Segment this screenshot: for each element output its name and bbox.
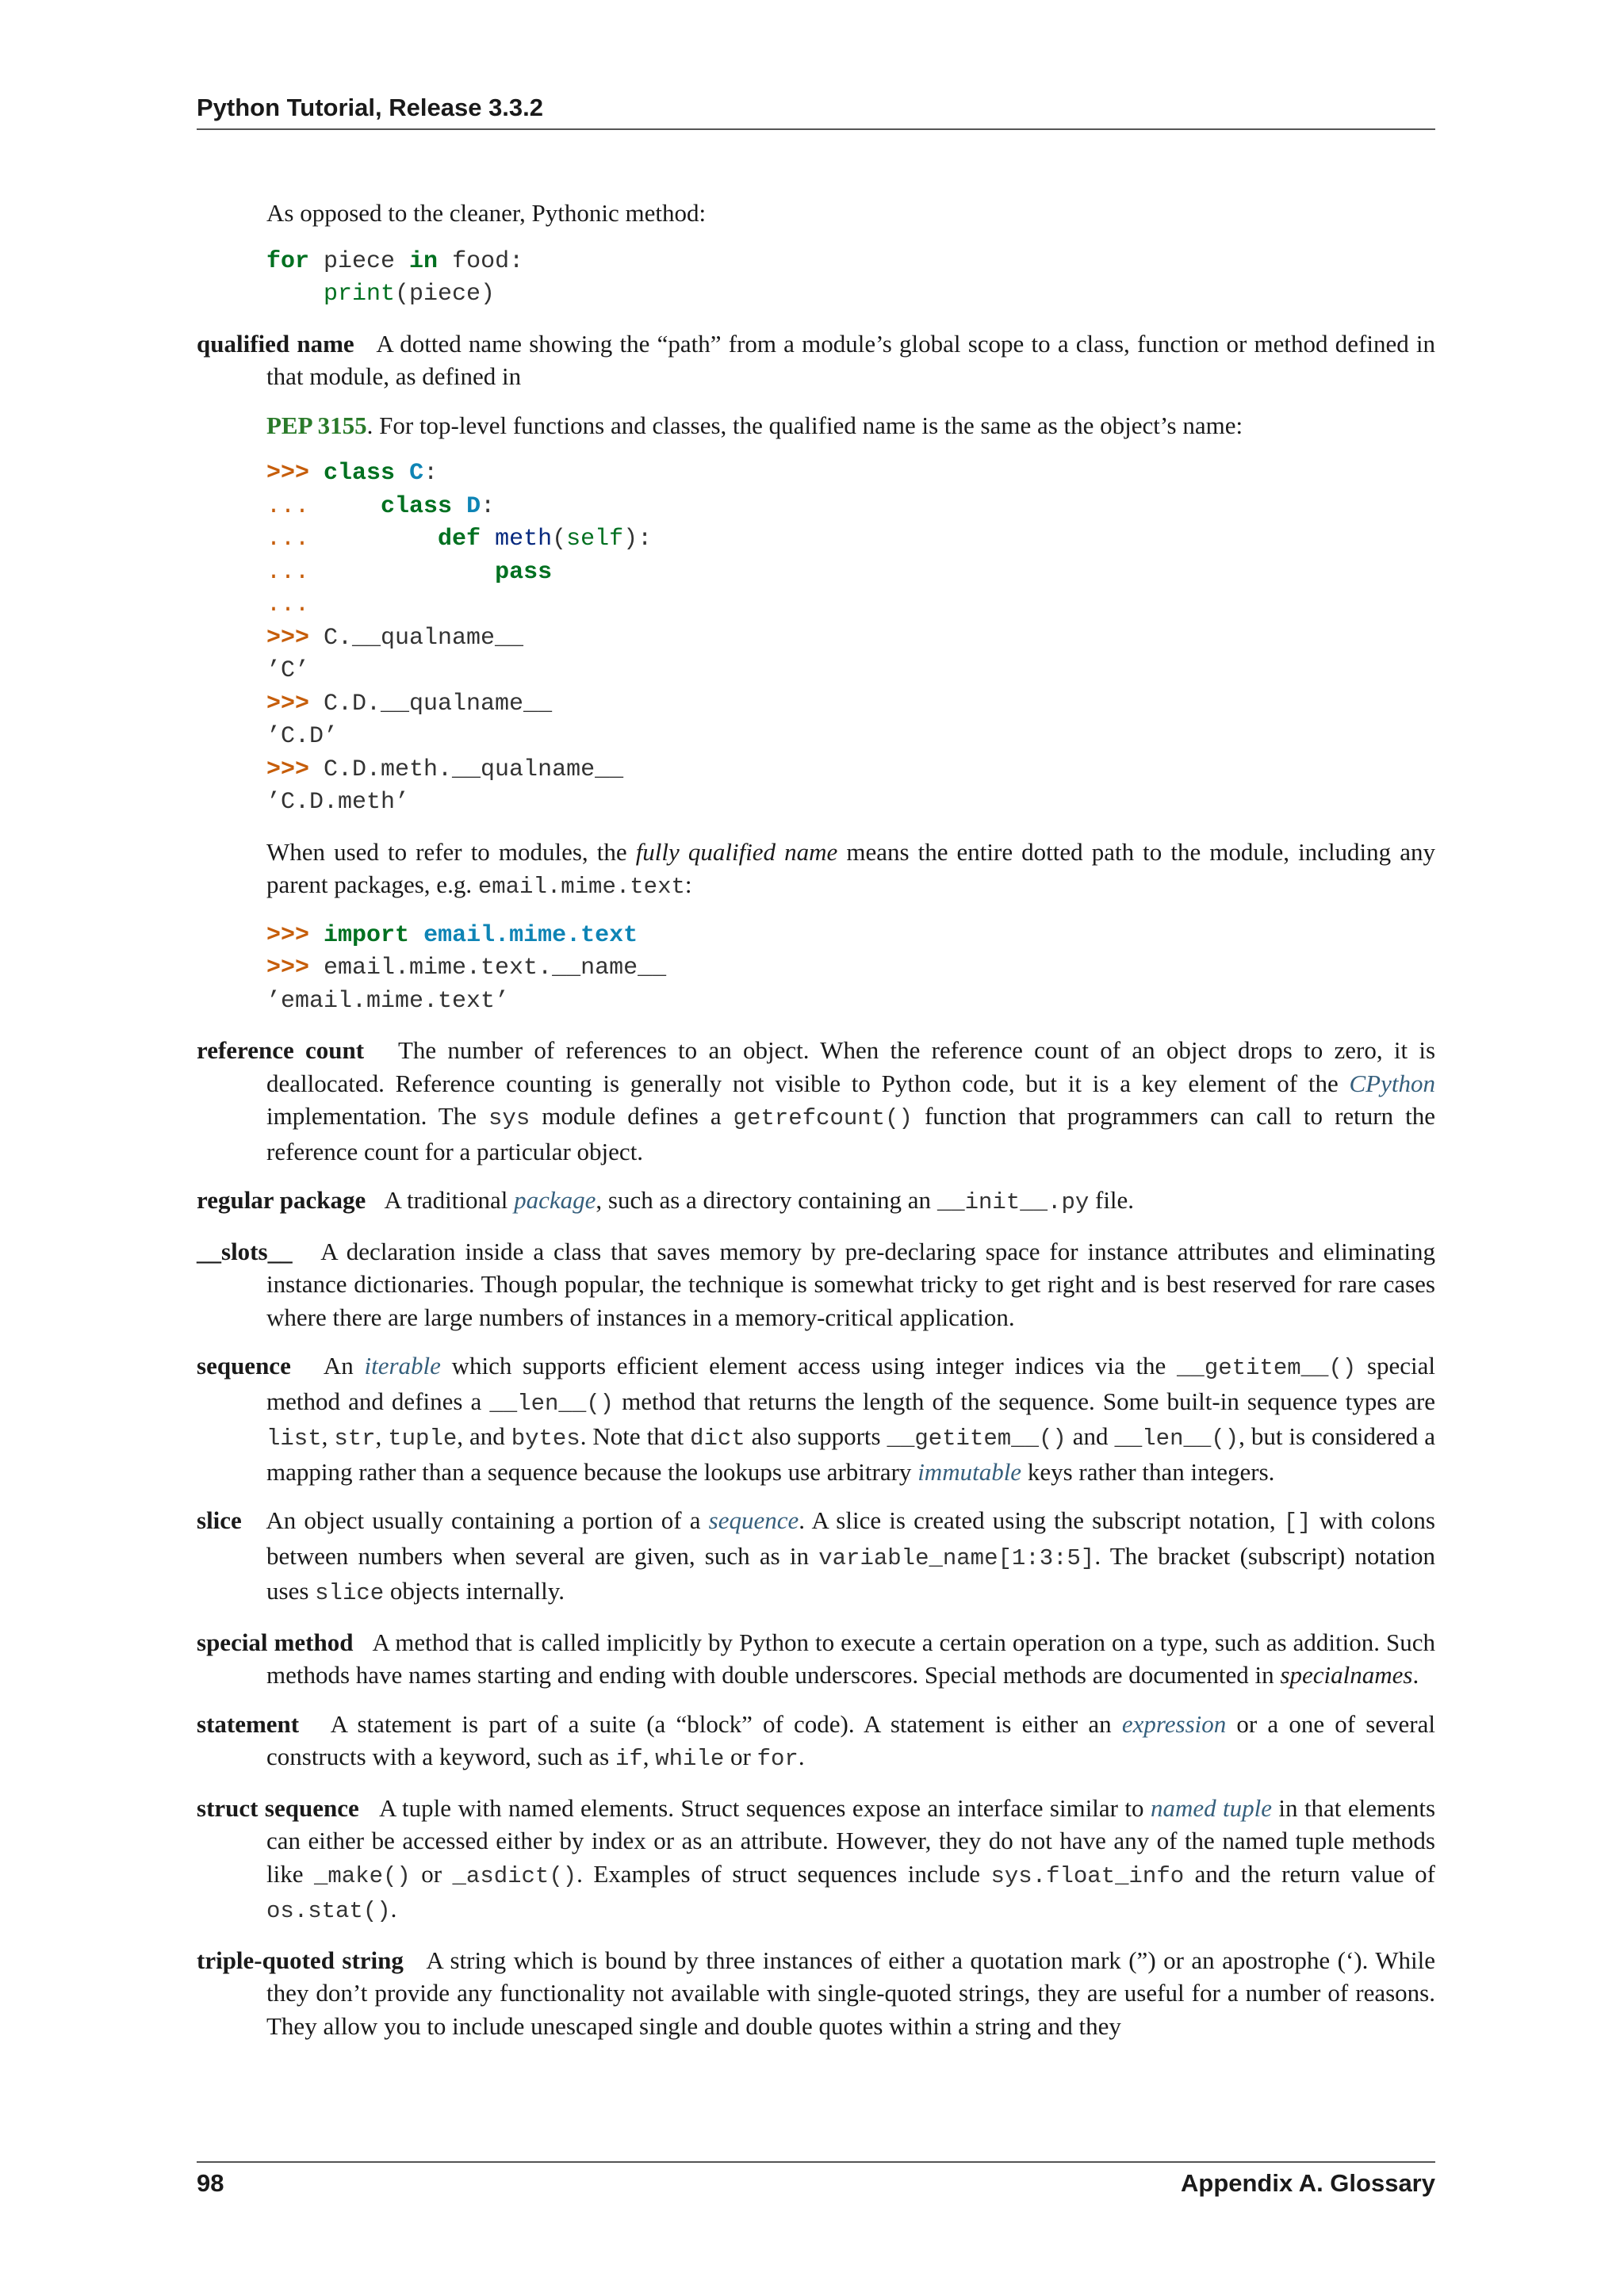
glossary-entry-qualified-name: qualified name A dotted name showing the “path” from a module’s global scope to a class, function or method defined in that module, as defined in — [197, 329, 1436, 390]
qualified-name-pep-paragraph: PEP 3155. For top-level functions and classes, the qualified name is the same as the object’s name: — [266, 411, 1243, 439]
footer-rule — [197, 2161, 1435, 2163]
term-triple-quoted-string: triple-quoted string — [197, 1946, 404, 1974]
link-immutable[interactable]: immutable — [917, 1457, 1022, 1486]
glossary-entry-sequence: sequence An iterable which supports efficient element access using integer indices via the __getitem__() special method and defines a __len__() method that returns the length of the sequence. Some built-in sequence types are list, str, tuple, and bytes. Note that dict also supports __getitem__() and __len__(), but is considered a mapping rather than a sequence because the lookups use arbitrary immutable keys rather than integers. — [197, 1352, 1436, 1486]
glossary-entry-special-method: special method A method that is called implicitly by Python to execute a certain operation on a type, such as addition. Such methods have names starting and ending with double underscores. Special methods are documented in specialnames. — [197, 1628, 1436, 1689]
term-sequence: sequence — [197, 1352, 291, 1380]
link-iterable[interactable]: iterable — [364, 1352, 441, 1380]
qualified-name-modules-paragraph: When used to refer to modules, the fully qualified name means the entire dotted path to the module, including any parent packages, e.g. email.mime.text: — [266, 837, 1435, 900]
code-block-qualname: >>> class C: ... class D: ... def meth(self): ... pass ... >>> C.__qualname__ ’C’ >>> C.D.__qualname__ ’C.D’ >>> C.D.meth.__qualname__ ’C.D.meth’ — [266, 460, 653, 816]
link-cpython[interactable]: CPython — [1349, 1069, 1435, 1097]
link-sequence[interactable]: sequence — [708, 1506, 799, 1534]
glossary-entry-regular-package: regular package A traditional package, such as a directory containing an __init__.py file. — [197, 1186, 1135, 1215]
glossary-entry-reference-count: reference count The number of references to an object. When the reference count of an object drops to zero, it is deallocated. Reference counting is generally not visible to Python code, but it is a key element of the CPython implementation. The sys module defines a getrefcount() function that programmers can call to return the reference count for a particular object. — [197, 1036, 1436, 1165]
link-package[interactable]: package — [514, 1186, 596, 1214]
term-statement: statement — [197, 1709, 300, 1738]
link-named-tuple[interactable]: named tuple — [1150, 1793, 1272, 1822]
page-content — [197, 197, 1435, 2058]
glossary-entry-triple-quoted-string: triple-quoted string A string which is bound by three instances of either a quotation mark (”) or an apostrophe (‘). While they don’t provide any functionality not available with single-quoted strings, they are useful for a number of reasons. They allow you to include unescaped single and double quotes within a string and they — [197, 1946, 1436, 2040]
glossary-entry-struct-sequence: struct sequence A tuple with named elements. Struct sequences expose an interface similar to named tuple in that elements can either be accessed either by index or as an attribute. However, they do not have any of the named tuple methods like _make() or _asdict(). Examples of struct sequences include sys.float_info and the return value of os.stat(). — [197, 1793, 1436, 1924]
glossary-entry-slots: __slots__ A declaration inside a class that saves memory by pre-declaring space for instance attributes and eliminating instance dictionaries. Though popular, the technique is somewhat tricky to get right and is best reserved for rare cases where there are large numbers of instances in a memory-critical application. — [197, 1237, 1435, 1331]
term-qualified-name: qualified name — [197, 329, 354, 358]
link-expression[interactable]: expression — [1121, 1709, 1227, 1738]
term-struct-sequence: struct sequence — [197, 1793, 359, 1822]
term-special-method: special method — [197, 1628, 354, 1656]
pep-3155-link[interactable]: PEP 3155 — [266, 411, 367, 439]
glossary-entry-statement: statement A statement is part of a suite (a “block” of code). A statement is either an expression or a one of several constructs with a keyword, such as if, while or for. — [197, 1709, 1435, 1772]
page-number: 98 — [197, 2169, 224, 2197]
term-reference-count: reference count — [197, 1036, 365, 1064]
intro-text: As opposed to the cleaner, Pythonic method: — [266, 199, 707, 227]
running-header: Python Tutorial, Release 3.3.2 — [197, 94, 544, 121]
running-footer — [197, 2169, 1435, 2198]
term-slice: slice — [197, 1506, 242, 1534]
header-rule — [197, 128, 1435, 130]
footer-section-title: Appendix A. Glossary — [1181, 2169, 1435, 2197]
glossary-entry-slice: slice An object usually containing a portion of a sequence. A slice is created using the subscript notation, [] with colons between numbers when several are given, such as in variable_name[1:3:5]. The bracket (subscript) notation uses slice objects internally. — [197, 1506, 1436, 1606]
term-slots: __slots__ — [197, 1237, 293, 1265]
code-block-email-import: >>> import email.mime.text >>> email.mime.text.__name__ ’email.mime.text’ — [266, 921, 667, 1015]
term-regular-package: regular package — [197, 1186, 366, 1214]
code-block-for-loop: for piece in food: print(piece) — [266, 247, 524, 308]
